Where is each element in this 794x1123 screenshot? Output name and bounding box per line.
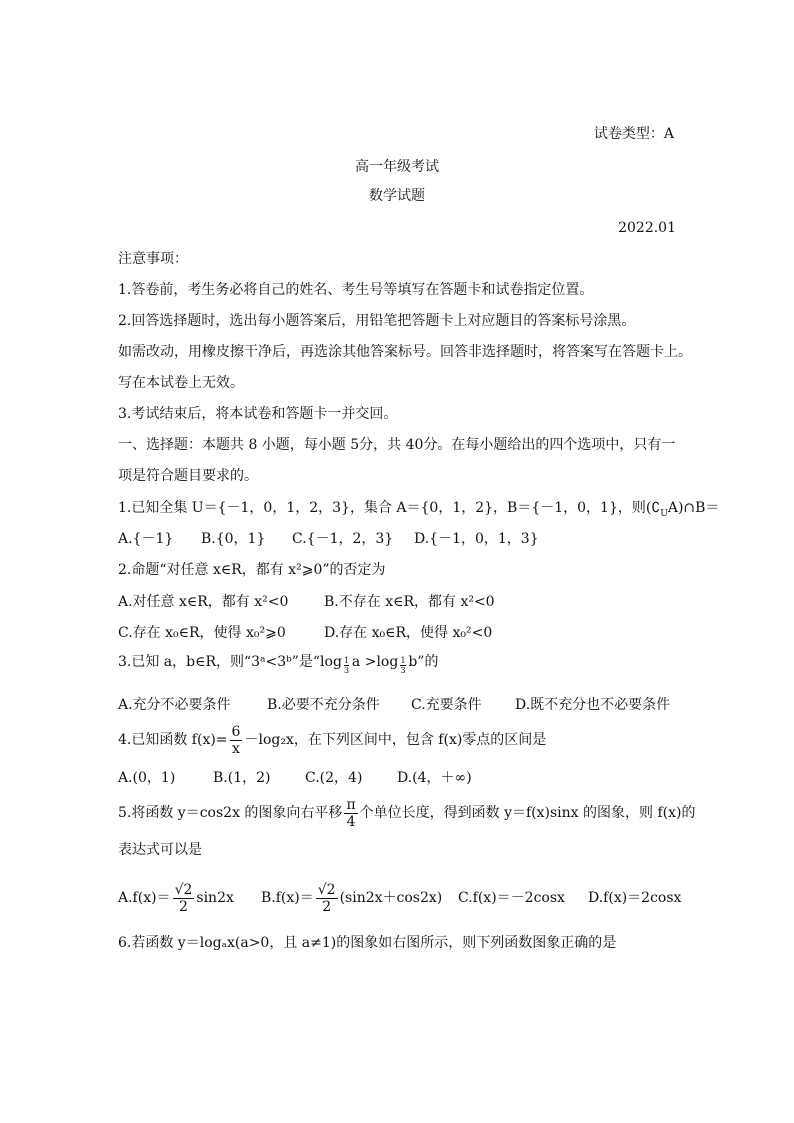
section-1-heading-cont: 项是符合题目要求的。 <box>118 468 258 484</box>
note-2: 2.回答选择题时，选出每小题答案后，用铅笔把答题卡上对应题目的答案标号涂黑。 <box>118 313 636 329</box>
log-one-third-a: log 1 3 <box>320 654 350 675</box>
option-a[interactable]: A.充分不必要条件 <box>118 697 231 713</box>
question-6-stem: 6.若函数 y＝logₐx(a>0，且 a≠1)的图象如右图所示，则下列函数图象正确的是 <box>118 935 617 951</box>
question-1-options <box>118 529 678 549</box>
question-3-options <box>118 695 678 715</box>
exam-title: 高一年级考试 <box>355 159 439 175</box>
question-2-options-row1 <box>118 592 678 612</box>
question-2-options-row2 <box>118 623 678 643</box>
option-d[interactable]: D.{－1，0，1，3} <box>414 531 539 547</box>
option-a[interactable]: A.f(x)＝ $\frac{√2}{2}$ sin2x <box>118 881 234 915</box>
option-c[interactable]: C.f(x)＝－2cosx <box>458 890 565 906</box>
question-5-stem: 5.将函数 y＝cos2x 的图象向右平移 $\frac{\pi}{4}$ 个单位长度，得到函数 y＝f(x)sinx 的图象，则 f(x)的 <box>118 796 696 830</box>
notes-heading: 注意事项： <box>118 251 188 267</box>
question-1-stem: 1.已知全集 U＝{－1，0，1，2，3}，集合 A＝{0，1，2}，B＝{－1，0，1}，则$(∁_UA)\cap B=$ <box>118 500 720 519</box>
option-c[interactable]: C.{－1，2，3} <box>292 531 394 547</box>
section-1-heading: 一、选择题：本题共 8 小题，每小题 5分，共 40分。在每小题给出的四个选项中，只有一 <box>118 437 676 453</box>
question-5-options <box>118 878 682 918</box>
fraction-6-over-x: $\frac{6}{x}$ <box>231 723 241 757</box>
note-2-end: 写在本试卷上无效。 <box>118 375 244 391</box>
fraction-pi-over-4: $\frac{\pi}{4}$ <box>346 796 356 830</box>
log-one-third-b: log 1 3 <box>376 654 406 675</box>
option-b[interactable]: B.必要不充分条件 <box>267 697 380 713</box>
option-b[interactable]: B.不存在 x∈R，都有 x²<0 <box>324 594 495 610</box>
option-b[interactable]: B.f(x)＝ $\frac{√2}{2}$ (sin2x＋cos2x) <box>261 881 443 915</box>
option-a[interactable]: A.{－1} <box>118 531 174 547</box>
option-b[interactable]: B.(1，2) <box>213 770 271 786</box>
option-c[interactable]: C.存在 x₀∈R，使得 x₀²⩾0 <box>118 625 286 641</box>
option-d[interactable]: D.f(x)＝2cosx <box>588 890 682 906</box>
option-c[interactable]: C.充要条件 <box>411 697 482 713</box>
option-d[interactable]: D.(4，＋∞) <box>397 770 472 786</box>
option-b[interactable]: B.{0，1} <box>201 531 266 547</box>
question-2-stem: 2.命题“对任意 x∈R，都有 x²⩾0”的否定为 <box>118 562 386 578</box>
exam-subtitle: 数学试题 <box>369 188 425 204</box>
note-2-cont: 如需改动，用橡皮擦干净后，再选涂其他答案标号。回答非选择题时，将答案写在答题卡上。 <box>118 344 692 360</box>
question-5-stem-cont: 表达式可以是 <box>118 842 202 858</box>
option-a[interactable]: A.对任意 x∈R，都有 x²<0 <box>118 594 289 610</box>
option-d[interactable]: D.存在 x₀∈R，使得 x₀²<0 <box>324 625 493 641</box>
question-4-stem: 4.已知函数 f(x)= $\frac{6}{x}$ －log₂x，在下列区间中，包含 f(x)零点的区间是 <box>118 723 547 757</box>
question-3-stem: 3.已知 a，b∈R，则“3ᵃ<3ᵇ”是“log 1 3 a >log 1 3 b”的 <box>118 654 439 675</box>
option-a[interactable]: A.(0，1) <box>118 770 176 786</box>
exam-date: 2022.01 <box>618 220 676 236</box>
note-3: 3.考试结束后，将本试卷和答题卡一并交回。 <box>118 406 398 422</box>
option-c[interactable]: C.(2，4) <box>305 770 363 786</box>
question-4-options <box>118 768 678 788</box>
option-d[interactable]: D.既不充分也不必要条件 <box>515 697 671 713</box>
note-1: 1.答卷前，考生务必将自己的姓名、考生号等填写在答题卡和试卷指定位置。 <box>118 282 594 298</box>
paper-type: 试卷类型：A <box>593 126 674 142</box>
